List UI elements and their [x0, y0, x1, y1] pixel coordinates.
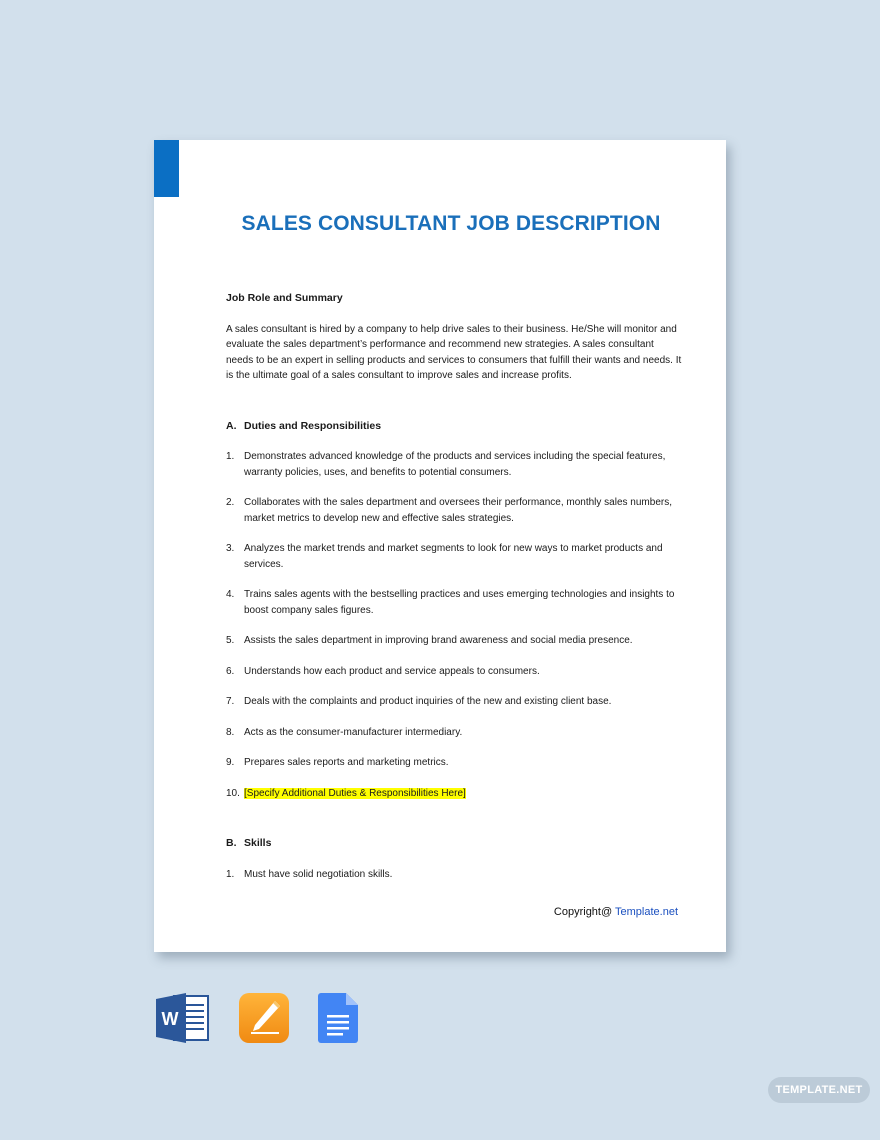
highlighted-placeholder: [Specify Additional Duties & Responsibilities Here]: [244, 787, 466, 799]
accent-tab: [154, 140, 179, 197]
google-docs-icon[interactable]: [318, 993, 358, 1048]
copyright-notice: [554, 906, 678, 918]
item-text: Understands how each product and service appeals to consumers.: [244, 665, 540, 677]
item-number: 3.: [226, 543, 235, 554]
item-number: 1.: [226, 451, 235, 462]
item-text: Demonstrates advanced knowledge of the products and services including the special features, warranty policies, uses, and benefits to potential consumers.: [244, 451, 666, 478]
document-content: [226, 291, 682, 897]
list-item: [226, 587, 682, 618]
list-item: [226, 694, 682, 710]
document-title: SALES CONSULTANT JOB DESCRIPTION: [241, 212, 661, 235]
item-number: 5.: [226, 635, 235, 646]
word-letter: W: [161, 1009, 179, 1029]
duties-list: [226, 449, 682, 801]
list-item: [226, 867, 682, 883]
item-text: Deals with the complaints and product inquiries of the new and existing client base.: [244, 696, 612, 707]
document-page: [154, 140, 726, 952]
skills-list: [226, 867, 682, 883]
section-letter: B.: [226, 837, 237, 849]
summary-heading: Job Role and Summary: [226, 292, 343, 304]
item-number: 7.: [226, 696, 235, 707]
list-item: [226, 495, 682, 526]
item-number: 9.: [226, 757, 235, 768]
list-item: [226, 633, 682, 649]
list-item: [226, 786, 682, 802]
list-item: [226, 664, 682, 680]
section-title: Duties and Responsibilities: [244, 419, 382, 432]
list-item: [226, 449, 682, 480]
duties-section-heading: [226, 419, 682, 435]
skills-section-heading: [226, 836, 682, 852]
item-text: Must have solid negotiation skills.: [244, 868, 393, 880]
section-letter: A.: [226, 419, 237, 432]
item-number: 1.: [226, 868, 235, 880]
item-text: Acts as the consumer-manufacturer intermediary.: [244, 726, 463, 738]
item-number: 10.: [226, 787, 240, 799]
copyright-prefix: Copyright@: [553, 906, 616, 918]
section-title: Skills: [244, 837, 272, 849]
pages-icon[interactable]: [239, 993, 289, 1048]
list-item: [226, 755, 682, 771]
list-item: [226, 725, 682, 741]
word-icon[interactable]: [156, 993, 210, 1048]
copyright-site-link[interactable]: Template.net: [615, 906, 678, 918]
item-text: Analyzes the market trends and market segments to look for new ways to market products and services.: [244, 543, 663, 570]
item-number: 6.: [226, 665, 235, 677]
placeholder-text: [244, 786, 682, 802]
summary-text: A sales consultant is hired by a company to help drive sales to their business. He/She will monitor and evaluate the sales department’s performance and recommend new strategies. A sales consultant needs to be an expert in selling products and services to consumers that fulfill their wants and needs. It is the ultimate goal of a sales consultant to improve sales and increase profits.: [226, 323, 682, 381]
item-number: 2.: [226, 497, 235, 508]
template-net-watermark[interactable]: TEMPLATE.NET: [768, 1077, 870, 1103]
item-number: 4.: [226, 589, 235, 600]
item-number: 8.: [226, 726, 235, 738]
item-text: Assists the sales department in improving brand awareness and social media presence.: [244, 635, 633, 646]
list-item: [226, 541, 682, 572]
item-text: Collaborates with the sales department and oversees their performance, monthly sales numbers, market metrics to develop new and effective sales strategies.: [244, 497, 672, 524]
item-text: Prepares sales reports and marketing metrics.: [244, 757, 449, 768]
item-text: Trains sales agents with the bestselling practices and uses emerging technologies and insights to boost company sales figures.: [244, 589, 675, 616]
